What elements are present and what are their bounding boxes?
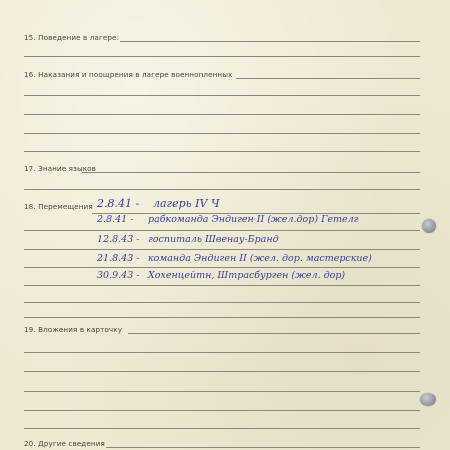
field-18-line [24,230,420,231]
punch-hole [420,393,436,406]
field-20-line [106,447,420,448]
handwritten-date: 30.9.43 - [97,270,140,281]
field-19-line [24,428,420,429]
handwritten-entry: госпиталь Швенау-Бранд [148,234,279,245]
field-17-line [24,189,420,190]
field-17-label: 17. Знание языков [24,164,96,173]
field-18-line [24,249,420,250]
field-20-label: 20. Другие сведения [24,439,105,448]
field-16-line [236,78,420,79]
handwritten-date: 12.8.43 - [97,234,140,245]
handwritten-entry: рабкоманда Эндиген II (жел.дор) Гетелг [148,214,359,225]
field-18-line [24,285,420,286]
handwritten-entry: лагерь IV Ч [153,197,220,210]
handwritten-date: 2.8.41 - [97,214,134,225]
field-19-line [24,371,420,372]
field-19-label: 19. Вложения в карточку [24,325,123,334]
field-18-label: 18. Перемещения [24,202,93,211]
field-18-line [24,267,420,268]
field-18-line [24,302,420,303]
field-16-line [24,133,420,134]
handwritten-entry: команда Эндиген II (жел. дор. мастерские) [148,253,372,264]
field-15-label: 15. Поведение в лагере: [24,33,120,42]
field-18-line [24,317,420,318]
field-19-line [24,410,420,411]
handwritten-date: 21.8.43 - [97,253,140,264]
field-15-line [24,56,420,57]
field-19-line [24,391,420,392]
field-16-line [24,95,420,96]
field-16-line [24,114,420,115]
field-19-line [128,333,420,334]
handwritten-entry: Хохенцейтн, Штрасбурген (жел. дор) [148,270,346,281]
field-15-line [120,41,420,42]
punch-hole [422,219,436,233]
field-16-line [24,151,420,152]
field-19-line [24,352,420,353]
field-17-line [82,172,420,173]
handwritten-date: 2.8.41 - [97,197,140,210]
field-16-label: 16. Наказания и поощрения в лагере военнопленных [24,70,233,79]
